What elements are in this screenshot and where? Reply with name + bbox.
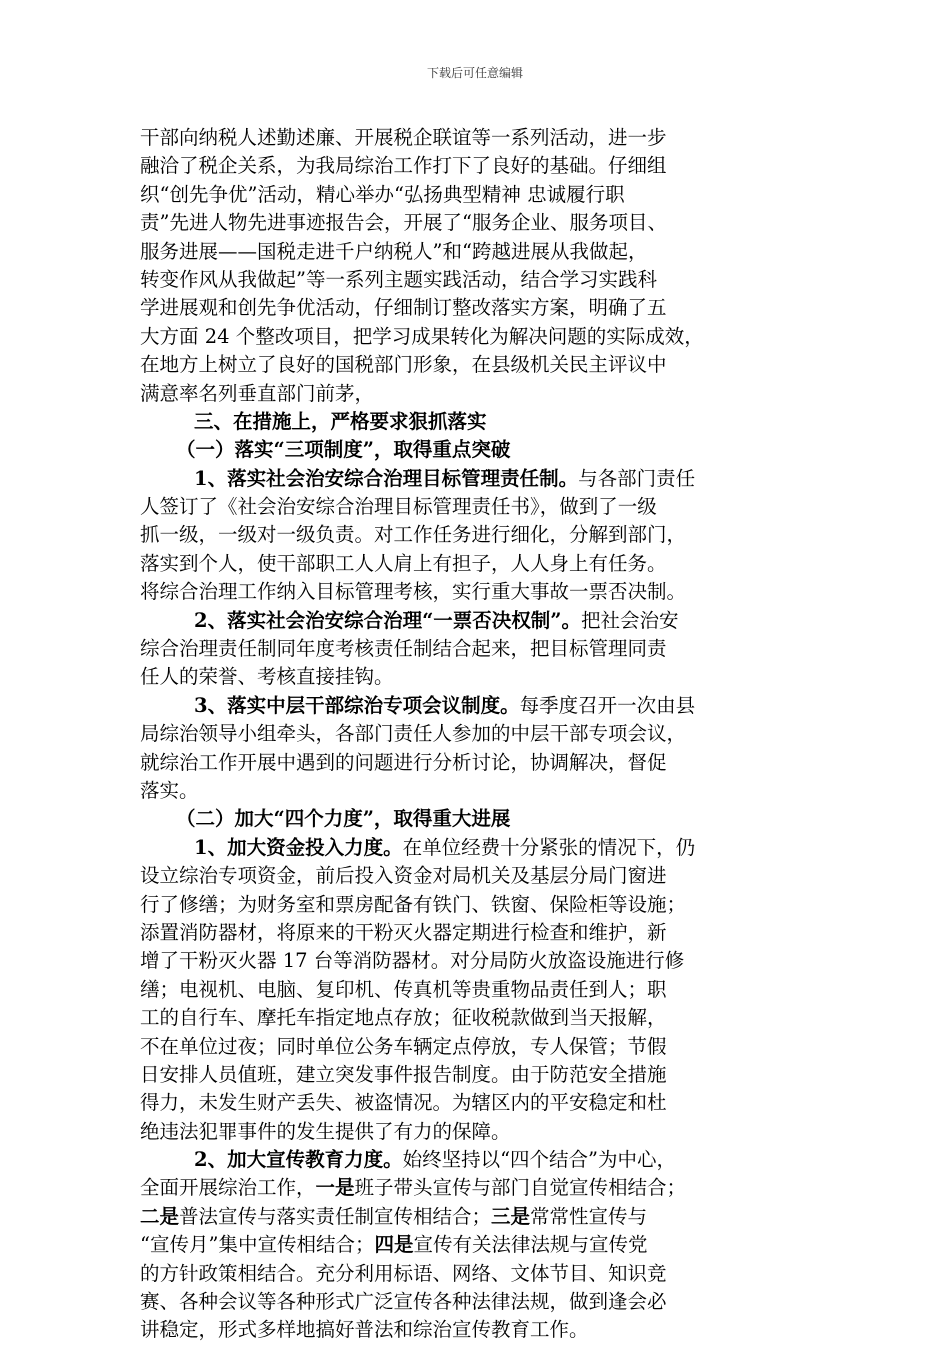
bold-text-run: 二是 [140, 1204, 180, 1228]
bold-text-run: （二）加大“四个力度”，取得重大进展 [176, 807, 511, 831]
bold-text-run: 2、加大宣传教育力度。 [194, 1148, 403, 1172]
text-run: 服务进展——国税走进千户纳税人”和“跨越进展从我做起， [140, 239, 648, 263]
text-run: 班子带头宣传与部门自觉宣传相结合； [354, 1176, 687, 1200]
bold-text-run: 2、落实社会治安综合治理“一票否决权制”。 [194, 608, 582, 632]
text-line [140, 805, 820, 833]
text-line [140, 692, 820, 720]
text-run: 全面开展综治工作， [140, 1176, 316, 1200]
text-line [140, 380, 820, 408]
text-line [140, 777, 820, 805]
text-line [140, 550, 820, 578]
text-line [140, 1118, 820, 1146]
document-body [140, 124, 820, 1345]
text-run: 大方面 24 个整改项目，把学习成果转化为解决问题的实际成效， [140, 324, 704, 348]
text-line [140, 607, 820, 635]
text-run: 绝违法犯罪事件的发生提供了有力的保障。 [140, 1119, 511, 1143]
text-run: 任人的荣誉、考核直接挂钩。 [140, 665, 394, 689]
text-run: 日安排人员值班，建立突发事件报告制度。由于防范安全措施 [140, 1062, 667, 1086]
text-run: 得力，未发生财产丢失、被盗情况。为辖区内的平安稳定和杜 [140, 1091, 667, 1115]
text-line [140, 635, 820, 663]
text-line [140, 578, 820, 606]
text-line [140, 1260, 820, 1288]
text-run: 添置消防器材，将原来的干粉灭火器定期进行检查和维护，新 [140, 920, 667, 944]
bold-text-run: 一是 [315, 1176, 355, 1200]
page-header: 下载后可任意编辑 [426, 66, 523, 80]
text-line [140, 919, 820, 947]
bold-text-run: （一）落实“三项制度”，取得重点突破 [176, 438, 511, 462]
text-run: 织“创先争优”活动，精心举办“弘扬典型精神 忠诚履行职 [140, 182, 625, 206]
text-run: 不在单位过夜；同时单位公务车辆定点停放，专人保管；节假 [140, 1034, 667, 1058]
text-line [140, 1146, 820, 1174]
text-line [140, 465, 820, 493]
text-run: 将综合治理工作纳入目标管理考核，实行重大事故一票否决制。 [140, 580, 687, 604]
text-run: 缮；电视机、电脑、复印机、传真机等贵重物品责任到人；职 [140, 977, 667, 1001]
bold-text-run: 三是 [491, 1204, 531, 1228]
text-line [140, 436, 820, 464]
text-run: 宣传有关法律法规与宣传党 [413, 1233, 648, 1257]
text-run: 讲稳定，形式多样地搞好普法和综治宣传教育工作。 [140, 1318, 589, 1342]
text-run: 责”先进人物先进事迹报告会，开展了“服务企业、服务项目、 [140, 211, 667, 235]
text-run: 赛、各种会议等各种形式广泛宣传各种法律法规，做到逢会必 [140, 1290, 667, 1314]
text-line [140, 209, 820, 237]
text-run: 与各部门责任 [578, 466, 696, 490]
text-run: 工的自行车、摩托车指定地点存放；征收税款做到当天报解， [140, 1006, 667, 1030]
text-line [140, 1033, 820, 1061]
text-line [140, 124, 820, 152]
text-line [140, 351, 820, 379]
text-run: 抓一级，一级对一级负责。对工作任务进行细化，分解到部门， [140, 523, 687, 547]
text-line [140, 1004, 820, 1032]
text-run: 始终坚持以“四个结合”为中心， [402, 1148, 677, 1172]
text-run: 每季度召开一次由县 [519, 693, 696, 717]
text-line [140, 408, 820, 436]
text-line [140, 493, 820, 521]
text-line [140, 521, 820, 549]
text-line [140, 1203, 820, 1231]
text-run: 设立综治专项资金，前后投入资金对局机关及基层分局门窗进 [140, 864, 667, 888]
text-line [140, 1174, 820, 1202]
text-run: 融洽了税企关系，为我局综治工作打下了良好的基础。仔细组 [140, 154, 667, 178]
text-run: 落实到个人，使干部职工人人肩上有担子，人人身上有任务。 [140, 551, 667, 575]
text-line [140, 749, 820, 777]
text-line [140, 181, 820, 209]
text-run: 就综治工作开展中遇到的问题进行分析讨论，协调解决，督促 [140, 750, 667, 774]
bold-text-run: 三、在措施上，严格要求狠抓落实 [194, 409, 487, 433]
text-line [140, 294, 820, 322]
text-run: 把社会治安 [581, 608, 679, 632]
text-run: 落实。 [140, 778, 199, 802]
text-line [140, 720, 820, 748]
text-line [140, 862, 820, 890]
bold-text-run: 3、落实中层干部综治专项会议制度。 [194, 693, 520, 717]
text-line [140, 266, 820, 294]
text-run: 学进展观和创先争优活动，仔细制订整改落实方案，明确了五 [140, 296, 667, 320]
text-line [140, 947, 820, 975]
text-line [140, 1089, 820, 1117]
text-line [140, 1231, 820, 1259]
text-line [140, 976, 820, 1004]
text-run: 常常性宣传与 [530, 1204, 648, 1228]
text-line [140, 1316, 820, 1344]
text-run: 转变作风从我做起”等一系列主题实践活动，结合学习实践科 [140, 267, 657, 291]
text-line [140, 834, 820, 862]
text-run: 综合治理责任制同年度考核责任制结合起来，把目标管理同责 [140, 637, 667, 661]
text-line [140, 1061, 820, 1089]
text-line [140, 323, 820, 351]
text-line [140, 1288, 820, 1316]
text-run: 在单位经费十分紧张的情况下，仍 [402, 835, 696, 859]
text-run: 满意率名列垂直部门前茅， [140, 381, 375, 405]
bold-text-run: 1、加大资金投入力度。 [194, 835, 403, 859]
bold-text-run: 1、落实社会治安综合治理目标管理责任制。 [194, 466, 579, 490]
text-run: 增了干粉灭火器 17 台等消防器材。对分局防火放盗设施进行修 [140, 949, 685, 973]
text-run: 局综治领导小组牵头，各部门责任人参加的中层干部专项会议， [140, 722, 687, 746]
bold-text-run: 四是 [374, 1233, 414, 1257]
text-run: 的方针政策相结合。充分利用标语、网络、文体节目、知识竞 [140, 1261, 667, 1285]
text-run: 行了修缮；为财务室和票房配备有铁门、铁窗、保险柜等设施； [140, 892, 687, 916]
text-run: 普法宣传与落实责任制宣传相结合； [179, 1204, 492, 1228]
text-line [140, 238, 820, 266]
text-run: 人签订了《社会治安综合治理目标管理责任书》，做到了一级 [140, 495, 657, 519]
text-run: “宣传月”集中宣传相结合； [140, 1233, 375, 1257]
text-run: 在地方上树立了良好的国税部门形象，在县级机关民主评议中 [140, 353, 667, 377]
text-line [140, 152, 820, 180]
text-line [140, 891, 820, 919]
text-line [140, 663, 820, 691]
text-run: 干部向纳税人述勤述廉、开展税企联谊等一系列活动，进一步 [140, 126, 667, 149]
